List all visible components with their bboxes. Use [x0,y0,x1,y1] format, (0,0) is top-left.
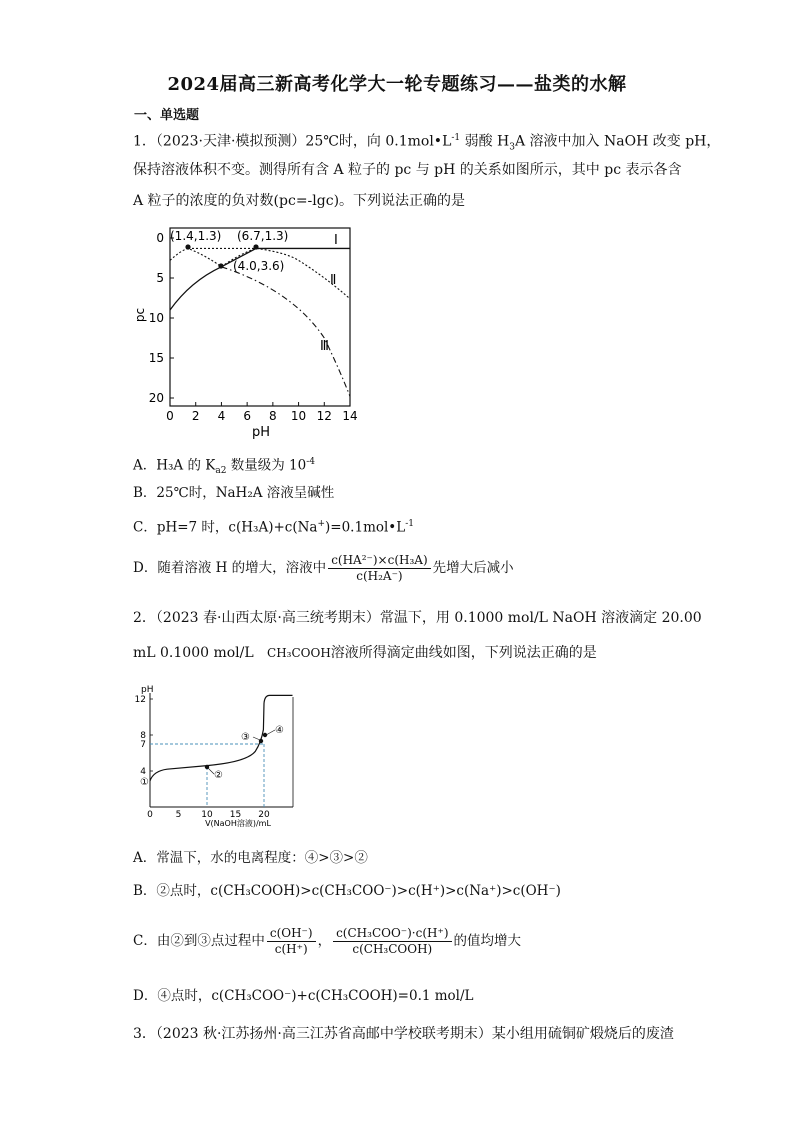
q3-line-1: 3．（2023 秋·江苏扬州·高三江苏省高邮中学校联考期末）某小组用硫铜矿煅烧后的废渣 [133,1026,674,1042]
q1-option-b[interactable]: B．25℃时，NaH₂A 溶液呈碱性 [133,485,335,501]
chart1-xtick-2: 2 [191,409,200,423]
point-label-1: ① [140,777,149,788]
q2-c-fraction-1: $\frac{c(OH^-)}{c(H^+)}$ [267,926,316,957]
chart1-ytick-5: 5 [156,271,164,285]
chart1-xtick-0: 0 [166,409,174,423]
q1-d-fraction: $\frac{\text{c(HA²⁻)×c(H₃A)}}{\text{c(H₂A⁻)}}$ [328,553,430,584]
q1-line-1: 1．（2023·天津·模拟预测）25℃时，向 $0.1mol•L^{-1}$ 弱酸 $H_3A$ 溶液中加入 NaOH 改变 pH， [133,133,721,153]
chart1-ytick-10: 10 [148,311,164,325]
chart1-xtick-4: 4 [217,409,226,423]
titration-chart [125,683,325,833]
q2-line-2: mL 0.1000 mol/L CH₃COOH溶液所得滴定曲线如图，下列说法正确的是 [133,645,597,661]
chart2-xlabel: V(NaOH溶液)/mL [205,819,271,828]
curve-label-III: Ⅲ [320,339,329,354]
chart2-ytick-8: 8 [140,731,146,741]
curve-label-II: Ⅱ [330,273,337,288]
chart1-ytick-15: 15 [148,351,164,365]
point-4.0-3.6 [218,263,223,268]
chart2-xtick-15: 15 [229,810,242,820]
point-label-2: ② [214,770,223,781]
q2-option-b[interactable]: B．②点时，c(CH₃COOH)>c(CH₃COO⁻)>c(H⁺)>c(Na⁺)>c(OH⁻) [133,883,561,899]
q1-option-c[interactable]: C．pH=7 时，$c(H_3A)+c(Na^+)=0.1mol•L^{-1}$ [133,519,415,536]
point-label-3: ③ [241,732,250,743]
point-1.4-1.3 [185,244,190,249]
chart1-ytick-0: 0 [156,231,164,245]
q1-line-2: 保持溶液体积不变。测得所有含 A 粒子的 pc 与 pH 的关系如图所示，其中 pc 表示各含 [133,162,682,178]
chart2-ytick-7: 7 [140,740,146,750]
chart1-ylabel: pc [133,307,147,323]
chart1-xtick-12: 12 [316,409,332,423]
chart2-xtick-10: 10 [201,810,213,820]
q2-c-fraction-2: $\frac{\text{c(CH₃COO⁻)·c(H⁺)}}{\text{c(CH₃COOH)}}$ [333,926,451,957]
chart1-xlabel: pH [251,425,271,440]
curve-label-I: Ⅰ [334,233,338,248]
chart1-xtick-10: 10 [290,409,307,423]
curve-III-solid [170,248,256,310]
q2-option-c[interactable]: C．由②到③点过程中 $\frac{c(OH^-)}{c(H^+)}$ ， $\frac{\text{c(CH₃COO⁻)·c(H⁺)}}{\text{c(CH₃COOH)}}$ 的值均增大 [133,926,522,956]
q1-line-3: A 粒子的浓度的负对数(pc=-lgc)。下列说法正确的是 [133,193,466,209]
q2-option-a[interactable]: A．常温下，水的电离程度：④>③>② [133,850,368,866]
pc-ph-chart [130,220,370,445]
q1-option-d[interactable]: D．随着溶液 H 的增大，溶液中 $\frac{\text{c(HA²⁻)×c(H₃A)}}{\text{c(H₂A⁻)}}$ 先增大后减小 [133,553,514,583]
section-heading: 一、单选题 [134,108,200,123]
chart1-xtick-6: 6 [243,409,251,423]
chart2-ytick-4: 4 [140,767,146,777]
titration-curve [150,695,293,781]
chart1-xtick-8: 8 [269,409,277,423]
q2-line-1: 2．（2023 春·山西太原·高三统考期末）常温下，用 0.1000 mol/L NaOH 溶液滴定 20.00 [133,610,702,626]
chart2-ytick-12: 12 [134,695,146,705]
label-6.7-1.3: (6.7,1.3) [237,229,289,243]
q1-option-a[interactable]: A．H₃A 的 $K_{a2}$ 数量级为 $10^{-4}$ [133,457,315,477]
label-1.4-1.3: (1.4,1.3) [170,229,222,243]
chart1-ytick-20: 20 [148,391,164,405]
label-4.0-3.6: (4.0,3.6) [233,259,285,273]
chart2-xtick-20: 20 [258,810,270,820]
point-6.7-1.3 [253,244,258,249]
chart2-ylabel: pH [141,685,154,695]
point-label-4: ④ [275,725,284,736]
chart1-xtick-14: 14 [342,409,358,423]
page-title: 2024届高三新高考化学大一轮专题练习——盐类的水解 [167,74,627,95]
chart1-frame [170,228,350,406]
curve-II [170,248,350,298]
chart2-xtick-5: 5 [175,810,182,820]
chart2-xtick-0: 0 [147,810,153,820]
q2-option-d[interactable]: D．④点时，c(CH₃COO⁻)+c(CH₃COOH)=0.1 mol/L [133,988,474,1004]
